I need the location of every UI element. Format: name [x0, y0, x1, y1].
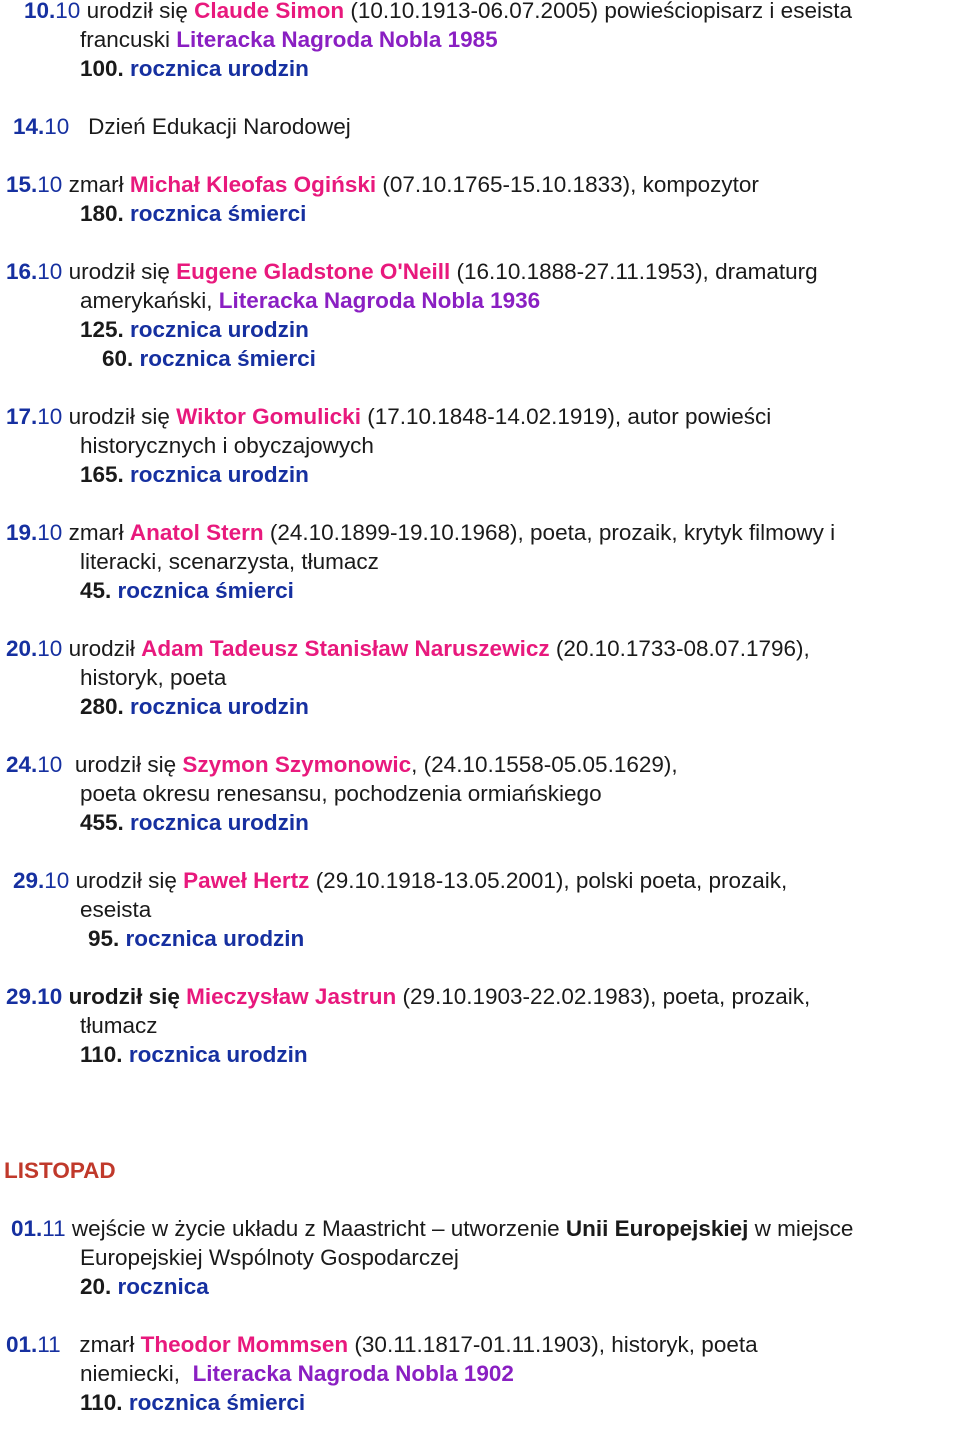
anniversary: 280. rocznica urodzin [80, 694, 309, 719]
entry-jastrun: 29.10 urodził się Mieczysław Jastrun (29.10.1903-22.02.1983), poeta, prozaik, tłumacz 110. rocznica urodzin [0, 982, 960, 1069]
person-name: Mieczysław Jastrun [186, 984, 397, 1009]
person-name: Theodor Mommsen [140, 1332, 349, 1357]
entry-oginski: 15.10 zmarł Michał Kleofas Ogiński (07.10.1765-15.10.1833), kompozytor 180. rocznica śmierci [0, 170, 960, 228]
person-name: Szymon Szymonowic [182, 752, 412, 777]
anniversary: 20. rocznica [80, 1274, 209, 1299]
date: 01. [11, 1216, 43, 1241]
anniversary: 455. rocznica urodzin [80, 810, 309, 835]
highlight: Unii Europejskiej [565, 1216, 749, 1241]
date: 29. [13, 868, 45, 893]
anniversary: 100. rocznica urodzin [80, 56, 309, 81]
date-month: 11 [42, 1216, 66, 1241]
date: 17. [6, 404, 38, 429]
entry-gomulicki: 17.10 urodził się Wiktor Gomulicki (17.10.1848-14.02.1919), autor powieści historycznych i obyczajowych 165. rocznica urodzin [0, 402, 960, 489]
date-month: 10 [37, 752, 63, 777]
date-month: 10 [37, 259, 63, 284]
anniversary: 95. rocznica urodzin [88, 926, 305, 951]
date: 20. [6, 636, 38, 661]
entry-szymonowic: 24.10 urodził się Szymon Szymonowic, (24.10.1558-05.05.1629), poeta okresu renesansu, pochodzenia ormiańskiego 455. rocznica urodzin [0, 750, 960, 837]
entry-hertz: 29.10 urodził się Paweł Hertz (29.10.1918-13.05.2001), polski poeta, prozaik, eseista 95. rocznica urodzin [0, 866, 960, 953]
date-month: 10 [55, 0, 81, 23]
entry-mommsen: 01.11 zmarł Theodor Mommsen (30.11.1817-01.11.1903), historyk, poeta niemiecki, Literacka Nagroda Nobla 1902 110. rocznica śmierci [0, 1330, 960, 1417]
anniversary: 60. rocznica śmierci [102, 346, 316, 371]
person-name: Paweł Hertz [183, 868, 310, 893]
date: 10. [24, 0, 56, 23]
anniversary: 110. rocznica śmierci [80, 1390, 306, 1415]
person-name: Eugene Gladstone O'Neill [176, 259, 451, 284]
date: 14. [13, 114, 45, 139]
date-month: 10 [44, 114, 70, 139]
date-month: 10 [37, 404, 63, 429]
anniversary: 180. rocznica śmierci [80, 201, 307, 226]
person-name: Wiktor Gomulicki [176, 404, 361, 429]
date-month: 10 [37, 636, 63, 661]
nobel-prize-label: Literacka Nagroda Nobla 1902 [192, 1361, 514, 1386]
date: 29. [6, 984, 38, 1009]
nobel-prize-label: Literacka Nagroda Nobla 1936 [218, 288, 541, 313]
month-heading: LISTOPAD [4, 1158, 116, 1183]
anniversary: 165. rocznica urodzin [80, 462, 309, 487]
date-month: 10 [37, 520, 63, 545]
entry-oneill: 16.10 urodził się Eugene Gladstone O'Neill (16.10.1888-27.11.1953), dramaturg amerykański, Literacka Nagroda Nobla 1936 125. rocznica urodzin 60. rocznica śmierci [0, 257, 960, 373]
anniversary: 125. rocznica urodzin [80, 317, 309, 342]
person-name: Claude Simon [194, 0, 345, 23]
person-name: Anatol Stern [129, 520, 264, 545]
date-month: 10 [44, 868, 70, 893]
date: 15. [6, 172, 38, 197]
anniversary: 45. rocznica śmierci [80, 578, 294, 603]
entry-claude-simon: 10.10 urodził się Claude Simon (10.10.1913-06.07.2005) powieściopisarz i eseista francuski Literacka Nagroda Nobla 1985 100. rocznica urodzin [0, 0, 960, 83]
entry-maastricht: 01.11 wejście w życie układu z Maastricht – utworzenie Unii Europejskiej w miejsce Europejskiej Wspólnoty Gospodarczej 20. rocznica [0, 1214, 960, 1301]
date: 01. [6, 1332, 38, 1357]
person-name: Michał Kleofas Ogiński [129, 172, 377, 197]
date: 24. [6, 752, 38, 777]
entry-stern: 19.10 zmarł Anatol Stern (24.10.1899-19.10.1968), poeta, prozaik, krytyk filmowy i literacki, scenarzysta, tłumacz 45. rocznica śmierci [0, 518, 960, 605]
person-name: Adam Tadeusz Stanisław Naruszewicz [141, 636, 550, 661]
date: 16. [6, 259, 38, 284]
anniversary: 110. rocznica urodzin [80, 1042, 308, 1067]
date-month: 11 [37, 1332, 61, 1357]
date: 19. [6, 520, 38, 545]
entry-dzien-edukacji [0, 112, 960, 141]
nobel-prize-label: Literacka Nagroda Nobla 1985 [176, 27, 498, 52]
date-month: 10 [37, 172, 63, 197]
entry-naruszewicz: 20.10 urodził Adam Tadeusz Stanisław Naruszewicz (20.10.1733-08.07.1796), historyk, poeta 280. rocznica urodzin [0, 634, 960, 721]
date-month: 10 [37, 984, 63, 1009]
event-name: Dzień Edukacji Narodowej [88, 114, 351, 139]
